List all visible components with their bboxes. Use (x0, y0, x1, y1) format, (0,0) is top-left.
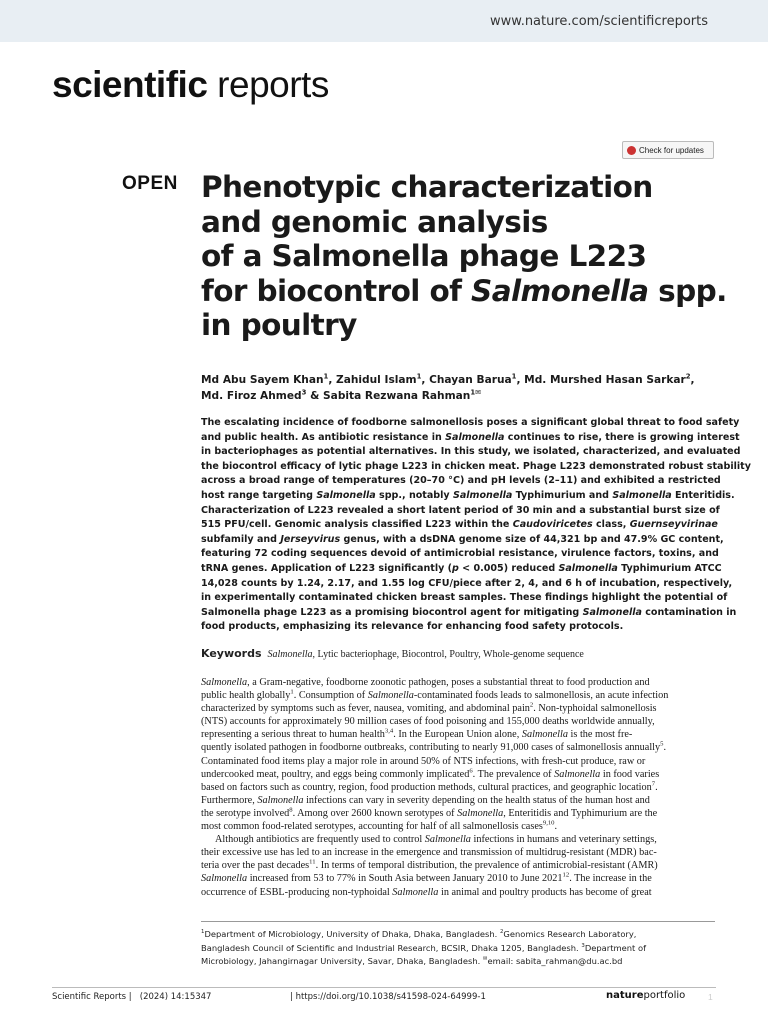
author-line[interactable]: Md. Firoz Ahmed$^3$ & Sabita Rezwana Rahman$^{1✉}$ (201, 387, 481, 402)
footer-divider (52, 987, 716, 988)
body-line: representing a serious threat to human health$^{3,4}$. In the European Union alone, Salmonella is the most fre- (201, 727, 633, 741)
author-list (201, 373, 721, 404)
abstract-line: the biocontrol efficacy of lytic phage L223 in chicken meat. Phage L223 demonstrated robust stability (201, 460, 751, 472)
title-line: of a Salmonella phage L223 (201, 239, 647, 273)
abstract-line: featuring 72 coding sequences devoid of antimicrobial resistance, virulence factors, toxins, and (201, 548, 719, 560)
body-line: Contaminated food items play a major role in around 50% of NTS infections, with fresh-cut produce, raw or (201, 755, 646, 767)
open-access-label: OPEN (122, 173, 178, 194)
brand-light-text: reports (207, 64, 329, 105)
abstract-line: subfamily and Jerseyvirus genus, with a dsDNA genome size of 44,321 bp and 47.9% GC content, (201, 533, 724, 545)
affiliation-line: $^1$Department of Microbiology, University of Dhaka, Dhaka, Bangladesh. $^2$Genomics Research Laboratory, (201, 929, 637, 939)
body-line: teria over the past decades$^{11}$. In terms of temporal distribution, the prevalence of antimicrobial-resistant (AMR) (201, 858, 658, 872)
crossmark-icon (627, 146, 636, 155)
abstract-line: The escalating incidence of foodborne salmonellosis poses a significant global threat to food safety (201, 417, 740, 428)
footer-journal: Scientific Reports | (52, 992, 132, 1002)
body-line: based on factors such as country, region, food production methods, cultural practices, and geographic location$^7$. (201, 780, 658, 793)
title-line: and genomic analysis (201, 204, 548, 239)
abstract-line: 14,028 counts by 1.24, 2.17, and 1.55 log CFU/piece after 2, 4, and 6 h of incubation, respectively, (201, 577, 733, 589)
abstract-line: and public health. As antibiotic resistance in Salmonella continues to rise, there is growing interest (201, 431, 740, 443)
keywords (201, 647, 584, 660)
affiliation-line: Bangladesh Council of Scientific and Industrial Research, BCSIR, Dhaka 1205, Bangladesh. $^3$Department of (201, 942, 647, 953)
abstract-line: food products, emphasizing its relevance for enhancing food safety protocols. (201, 621, 624, 633)
abstract-line: across a broad range of temperatures (20–70 °C) and pH levels (2–11) and exhibited a restricted (201, 475, 721, 487)
body-line: Salmonella, a Gram-negative, foodborne zoonotic pathogen, poses a substantial threat to food production and (201, 677, 650, 688)
title-line: for biocontrol of Salmonella spp. (201, 273, 727, 308)
body-line: their excessive use has led to an increase in the emergence and transmission of multidrug-resistant (MDR) bac- (201, 847, 657, 859)
keywords-text: Salmonella, Lytic bacteriophage, Biocontrol, Poultry, Whole-genome sequence (267, 649, 584, 660)
body-line: characterized by symptoms such as fever, nausea, vomiting, and abdominal pain$^2$. Non-typhoidal salmonellosis (201, 701, 657, 715)
abstract-line: 515 PFU/cell. Genomic analysis classified L223 within the Caudoviricetes class, Guernseyvirinae (201, 519, 718, 531)
journal-brand[interactable] (52, 64, 329, 106)
title-line: in poultry (201, 308, 357, 342)
affiliation-divider (201, 921, 715, 922)
body-line: occurrence of ESBL-producing non-typhoidal Salmonella in animal and poultry products has become of great (201, 886, 652, 898)
article-title (201, 170, 727, 343)
abstract-line: host range targeting Salmonella spp., notably Salmonella Typhimurium and Salmonella Enteritidis. (201, 489, 735, 501)
page-number: 1 (708, 992, 713, 1002)
body-line: Salmonella increased from 53 to 77% in South Asia between January 2010 to June 2021$^{12}$. The increase in the (201, 872, 652, 885)
check-updates-label: Check for updates (639, 146, 704, 155)
footer-citation (52, 992, 211, 1002)
affiliation-line[interactable]: Microbiology, Jahangirnagar University, Savar, Dhaka, Bangladesh. ✉email: sabita_rahman@du.ac.bd (201, 956, 623, 967)
author-line[interactable]: Md Abu Sayem Khan$^1$, Zahidul Islam$^1$, Chayan Barua$^1$, Md. Murshed Hasan Sarkar$^2$, (201, 372, 695, 386)
abstract-line: Characterization of L223 revealed a short latent period of 30 min and a substantial burst size of (201, 504, 720, 516)
abstract-line: Salmonella phage L223 as a promising biocontrol agent for mitigating Salmonella contamination in (201, 606, 737, 618)
body-line: Although antibiotics are frequently used to control Salmonella infections in humans and veterinary settings, (215, 834, 657, 846)
abstract-line: tRNA genes. Application of L223 significantly (p < 0.005) reduced Salmonella Typhimurium ATCC (201, 562, 722, 574)
portfolio-bold: nature (606, 990, 644, 1001)
top-bar (0, 0, 768, 42)
body-line: public health globally$^1$. Consumption of Salmonella-contaminated foods leads to salmonellosis, an acute infection (201, 688, 669, 702)
abstract (201, 416, 751, 635)
keywords-label: Keywords (201, 647, 262, 660)
portfolio-light: portfolio (643, 990, 686, 1001)
body-line: undercooked meat, poultry, and eggs being commonly implicated$^6$. The prevalence of Salmonella in food varies (201, 767, 660, 780)
title-line: Phenotypic characterization (201, 170, 653, 204)
footer-doi-link[interactable]: | https://doi.org/10.1038/s41598-024-64999-1 (290, 992, 486, 1002)
body-line: quently isolated pathogen in foodborne outbreaks, contributing to nearly 91,000 cases of salmonellosis annually$^5$. (201, 741, 667, 754)
check-for-updates-button[interactable] (622, 141, 714, 159)
body-line: most common food-related serotypes, accounting for half of all salmonellosis cases$^{9,10}$. (201, 819, 558, 833)
body-line: Furthermore, Salmonella infections can vary in severity depending on the health status of the human host and (201, 794, 650, 806)
abstract-line: in bacteriophages as potential alternatives. In this study, we isolated, characterized, and evaluated (201, 446, 741, 458)
affiliations (201, 928, 721, 969)
body-line: (NTS) accounts for approximately 90 million cases of food poisoning and 155,000 deaths worldwide annually, (201, 716, 655, 728)
brand-bold-text: scientific (52, 64, 208, 105)
body-line: the serotype involved$^8$. Among over 2600 known serotypes of Salmonella, Enteritidis and Typhimurium are the (201, 806, 658, 819)
body-text (201, 676, 715, 899)
footer-volume: (2024) 14:15347 (139, 992, 212, 1002)
abstract-line: in experimentally contaminated chicken breast samples. These findings highlight the potential of (201, 592, 728, 604)
journal-url-link[interactable]: www.nature.com/scientificreports (489, 14, 708, 29)
nature-portfolio-logo (606, 990, 685, 1001)
